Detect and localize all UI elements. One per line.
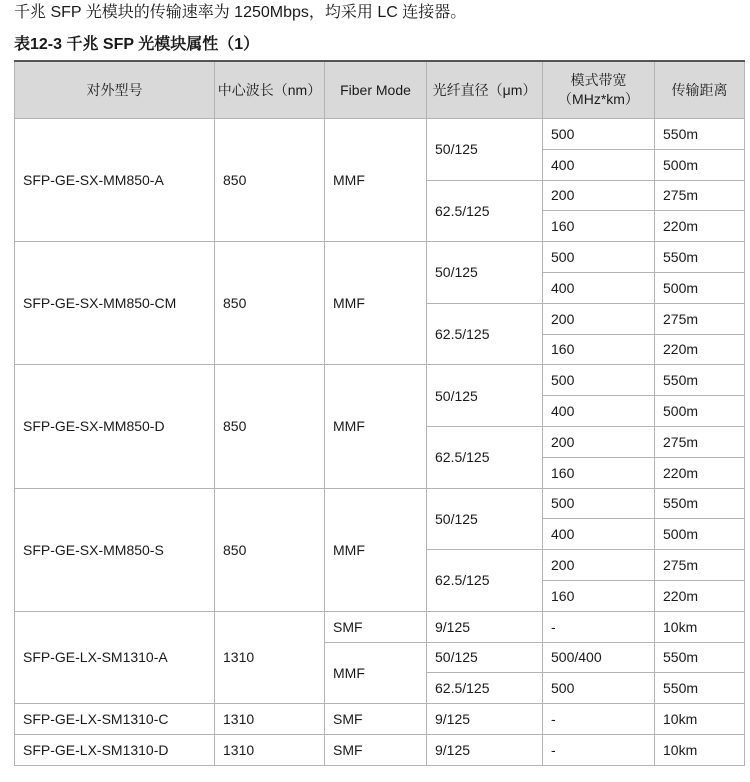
cell-bandwidth: 160 — [543, 334, 655, 365]
cell-distance: 275m — [655, 180, 745, 211]
cell-bandwidth: 500 — [543, 365, 655, 396]
cell-distance: 550m — [655, 642, 745, 673]
cell-wavelength: 850 — [215, 488, 325, 611]
cell-model: SFP-GE-LX-SM1310-C — [15, 704, 215, 735]
header-core-diameter: 光纤直径（μm） — [427, 61, 543, 119]
table-row — [15, 734, 745, 765]
cell-distance: 220m — [655, 457, 745, 488]
cell-wavelength: 850 — [215, 365, 325, 488]
cell-core-diameter: 62.5/125 — [427, 180, 543, 242]
cell-bandwidth: 160 — [543, 211, 655, 242]
cell-fiber-mode: SMF — [325, 611, 427, 642]
cell-wavelength: 1310 — [215, 734, 325, 765]
cell-bandwidth: 500/400 — [543, 642, 655, 673]
cell-bandwidth: 200 — [543, 426, 655, 457]
cell-bandwidth: 200 — [543, 550, 655, 581]
header-distance: 传输距离 — [655, 61, 745, 119]
cell-bandwidth: 200 — [543, 303, 655, 334]
cell-distance: 220m — [655, 211, 745, 242]
header-fiber-mode: Fiber Mode — [325, 61, 427, 119]
cell-bandwidth: 200 — [543, 180, 655, 211]
cell-distance: 275m — [655, 303, 745, 334]
cell-core-diameter: 50/125 — [427, 242, 543, 304]
cell-distance: 550m — [655, 673, 745, 704]
header-bandwidth-line2: （MHz*km） — [558, 91, 639, 107]
cell-model: SFP-GE-LX-SM1310-A — [15, 611, 215, 703]
cell-wavelength: 850 — [215, 119, 325, 242]
cell-distance: 550m — [655, 119, 745, 150]
header-row — [15, 61, 745, 119]
cell-bandwidth: 400 — [543, 396, 655, 427]
cell-bandwidth: 500 — [543, 242, 655, 273]
cell-distance: 550m — [655, 488, 745, 519]
table-row — [15, 242, 745, 273]
cell-core-diameter: 50/125 — [427, 119, 543, 181]
intro-paragraph: 千兆 SFP 光模块的传输速率为 1250Mbps，均采用 LC 连接器。 — [14, 4, 467, 21]
cell-fiber-mode: MMF — [325, 642, 427, 704]
sfp-module-table — [14, 60, 745, 766]
cell-core-diameter: 9/125 — [427, 734, 543, 765]
cell-core-diameter: 9/125 — [427, 611, 543, 642]
cell-core-diameter: 62.5/125 — [427, 303, 543, 365]
table-row — [15, 704, 745, 735]
cell-bandwidth: - — [543, 734, 655, 765]
cell-fiber-mode: MMF — [325, 365, 427, 488]
cell-fiber-mode: MMF — [325, 242, 427, 365]
cell-distance: 500m — [655, 396, 745, 427]
cell-distance: 220m — [655, 580, 745, 611]
table-caption: 表12-3 千兆 SFP 光模块属性（1） — [14, 36, 260, 53]
cell-distance: 275m — [655, 426, 745, 457]
cell-bandwidth: 500 — [543, 673, 655, 704]
cell-bandwidth: - — [543, 704, 655, 735]
cell-distance: 500m — [655, 272, 745, 303]
cell-bandwidth: 500 — [543, 488, 655, 519]
cell-fiber-mode: SMF — [325, 704, 427, 735]
cell-bandwidth: 400 — [543, 519, 655, 550]
table-row — [15, 488, 745, 519]
cell-core-diameter: 50/125 — [427, 488, 543, 550]
cell-bandwidth: 500 — [543, 119, 655, 150]
cell-model: SFP-GE-LX-SM1310-D — [15, 734, 215, 765]
cell-bandwidth: 400 — [543, 149, 655, 180]
header-wavelength: 中心波长（nm） — [215, 61, 325, 119]
cell-distance: 500m — [655, 149, 745, 180]
cell-wavelength: 1310 — [215, 611, 325, 703]
cell-fiber-mode: MMF — [325, 488, 427, 611]
table-row — [15, 611, 745, 642]
cell-fiber-mode: MMF — [325, 119, 427, 242]
cell-distance: 220m — [655, 334, 745, 365]
cell-core-diameter: 62.5/125 — [427, 673, 543, 704]
cell-bandwidth: - — [543, 611, 655, 642]
cell-fiber-mode: SMF — [325, 734, 427, 765]
cell-core-diameter: 62.5/125 — [427, 550, 543, 612]
cell-model: SFP-GE-SX-MM850-A — [15, 119, 215, 242]
cell-wavelength: 850 — [215, 242, 325, 365]
header-model: 对外型号 — [15, 61, 215, 119]
cell-core-diameter: 50/125 — [427, 365, 543, 427]
cell-model: SFP-GE-SX-MM850-CM — [15, 242, 215, 365]
cell-distance: 10km — [655, 734, 745, 765]
table-row — [15, 119, 745, 150]
cell-distance: 500m — [655, 519, 745, 550]
cell-bandwidth: 160 — [543, 457, 655, 488]
cell-distance: 10km — [655, 611, 745, 642]
cell-model: SFP-GE-SX-MM850-S — [15, 488, 215, 611]
cell-core-diameter: 9/125 — [427, 704, 543, 735]
table-row — [15, 365, 745, 396]
cell-core-diameter: 62.5/125 — [427, 426, 543, 488]
cell-wavelength: 1310 — [215, 704, 325, 735]
cell-distance: 550m — [655, 242, 745, 273]
cell-distance: 10km — [655, 704, 745, 735]
cell-distance: 550m — [655, 365, 745, 396]
header-bandwidth-line1: 模式带宽 — [570, 72, 627, 88]
cell-core-diameter: 50/125 — [427, 642, 543, 673]
cell-distance: 275m — [655, 550, 745, 581]
header-bandwidth — [543, 61, 655, 119]
cell-bandwidth: 160 — [543, 580, 655, 611]
cell-model: SFP-GE-SX-MM850-D — [15, 365, 215, 488]
cell-bandwidth: 400 — [543, 272, 655, 303]
